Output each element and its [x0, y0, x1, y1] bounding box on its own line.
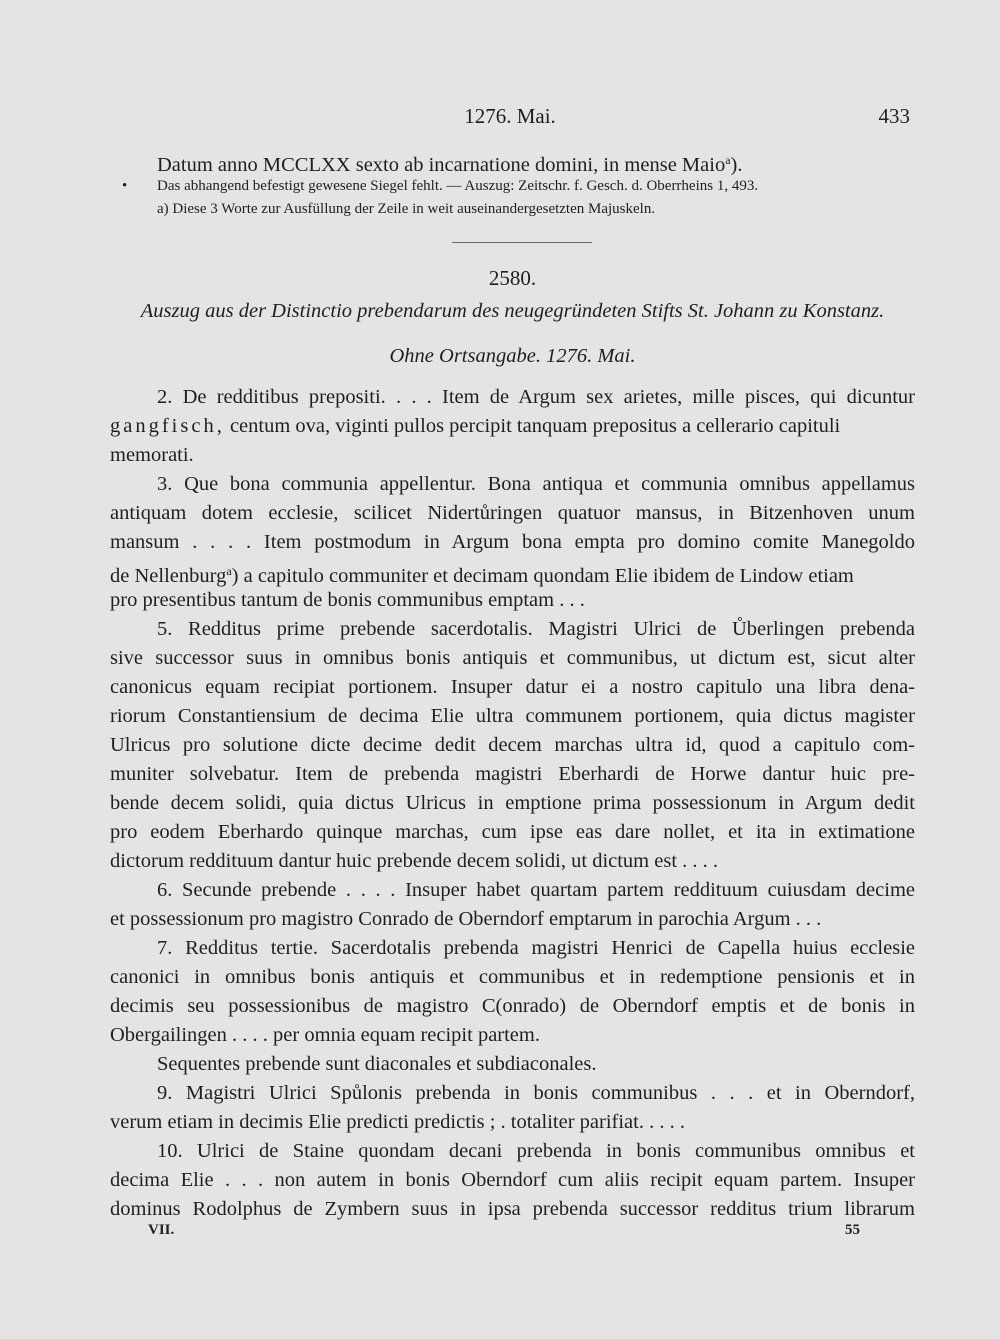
sheet-signature: 55 [845, 1222, 860, 1238]
body-line: pro eodem Eberhardo quinque marchas, cum ipse eas dare nollet, et ita in extimatione [110, 821, 915, 843]
body-line: muniter solvebatur. Item de prebenda magistri Eberhardi de Horwe dantur huic pre- [110, 763, 915, 785]
body-line: dictorum reddituum dantur huic prebende decem solidi, ut dictum est . . . . [110, 850, 719, 872]
body-line: 3. Que bona communia appellentur. Bona antiqua et communia omnibus appellamus [157, 473, 915, 495]
page-number: 433 [878, 104, 910, 128]
body-line: gangfisch, centum ova, viginti pullos percipit tanquam prepositus a cellerario capituli [110, 415, 841, 437]
body-line: et possessionum pro magistro Conrado de Oberndorf emptarum in parochia Argum . . . [110, 908, 822, 930]
body-line: canonici in omnibus bonis antiquis et communibus et in redemptione pensionis et in [110, 966, 915, 988]
body-line: de Nellenburg$^a$) a capitulo communiter et decimam quondam Elie ibidem de Lindow etiam [110, 564, 854, 587]
body-line: decimis seu possessionibus de magistro C(onrado) de Oberndorf emptis et de bonis in [110, 995, 915, 1017]
body-line: Obergailingen . . . . per omnia equam recipit partem. [110, 1024, 540, 1046]
body-line: decima Elie . . . non autem in bonis Oberndorf cum aliis recipit equam partem. Insuper [110, 1169, 915, 1191]
document-number: 2580. [488, 266, 537, 290]
body-line: dominus Rodolphus de Zymbern suus in ipsa prebenda successor redditus trium librarum [110, 1198, 915, 1220]
dating-line: Datum anno MCCLXX sexto ab incarnatione domini, in mense Maio$^a$). [157, 153, 743, 176]
body-line: memorati. [110, 444, 194, 466]
body-line: mansum . . . . Item postmodum in Argum bona empta pro domino comite Manegoldo [110, 531, 915, 553]
document-title: Auszug aus der Distinctio prebendarum des neugegründeten Stifts St. Johann zu Konstanz. [140, 300, 885, 322]
footnote: a) Diese 3 Worte zur Ausfüllung der Zeile in weit auseinandergesetzten Majuskeln. [157, 201, 656, 217]
body-line: canonicus equam recipiat portionem. Insuper datur ei a nostro capitulo una libra dena- [110, 676, 915, 698]
body-line: verum etiam in decimis Elie predicti predictis ; . totaliter parifiat. . . . . [110, 1111, 685, 1133]
seal-note: • Das abhangend befestigt gewesene Siegel fehlt. — Auszug: Zeitschr. f. Gesch. d. Oberrheins 1, 493. [122, 178, 759, 194]
footnote-mark: a [725, 153, 731, 167]
body-line: pro presentibus tantum de bonis communibus emptam . . . [110, 589, 585, 611]
body-line: 7. Redditus tertie. Sacerdotalis prebenda magistri Henrici de Capella huius ecclesie [157, 937, 915, 959]
body-line: riorum Constantiensium de decima Elie ultra communem portionem, quia dictus magister [110, 705, 915, 727]
body-line: Sequentes prebende sunt diaconales et subdiaconales. [157, 1053, 597, 1075]
footnote-mark: a [226, 564, 232, 578]
section-divider [452, 242, 592, 243]
body-line: 10. Ulrici de Staine quondam decani prebenda in bonis communibus omnibus et [157, 1140, 915, 1162]
body-line: 9. Magistri Ulrici Spůlonis prebenda in bonis communibus . . . et in Oberndorf, [157, 1082, 915, 1104]
running-header [110, 104, 910, 134]
body-line: 6. Secunde prebende . . . . Insuper habet quartam partem reddituum cuiusdam decime [157, 879, 915, 901]
volume-signature: VII. [148, 1222, 175, 1238]
body-line: 2. De redditibus prepositi. . . . Item de Argum sex arietes, mille pisces, qui dicuntur [157, 386, 915, 408]
body-line: sive successor suus in omnibus bonis antiquis et communibus, ut dictum est, sicut alter [110, 647, 915, 669]
body-line: bende decem solidi, quia dictus Ulricus in emptione prima possessionum in Argum dedit [110, 792, 915, 814]
bullet-mark: • [122, 178, 128, 194]
body-line: 5. Redditus prime prebende sacerdotalis. Magistri Ulrici de Ůberlingen prebenda [157, 618, 915, 640]
body-line: Ulricus pro solutione dicte decime dedit decem marchas ultra id, quod a capitulo com- [110, 734, 915, 756]
body-line: antiquam dotem ecclesie, scilicet Nidertůringen quatuor mansus, in Bitzenhoven unum [110, 502, 915, 524]
header-date: 1276. Mai. [464, 104, 556, 128]
document-dating: Ohne Ortsangabe. 1276. Mai. [389, 345, 636, 367]
